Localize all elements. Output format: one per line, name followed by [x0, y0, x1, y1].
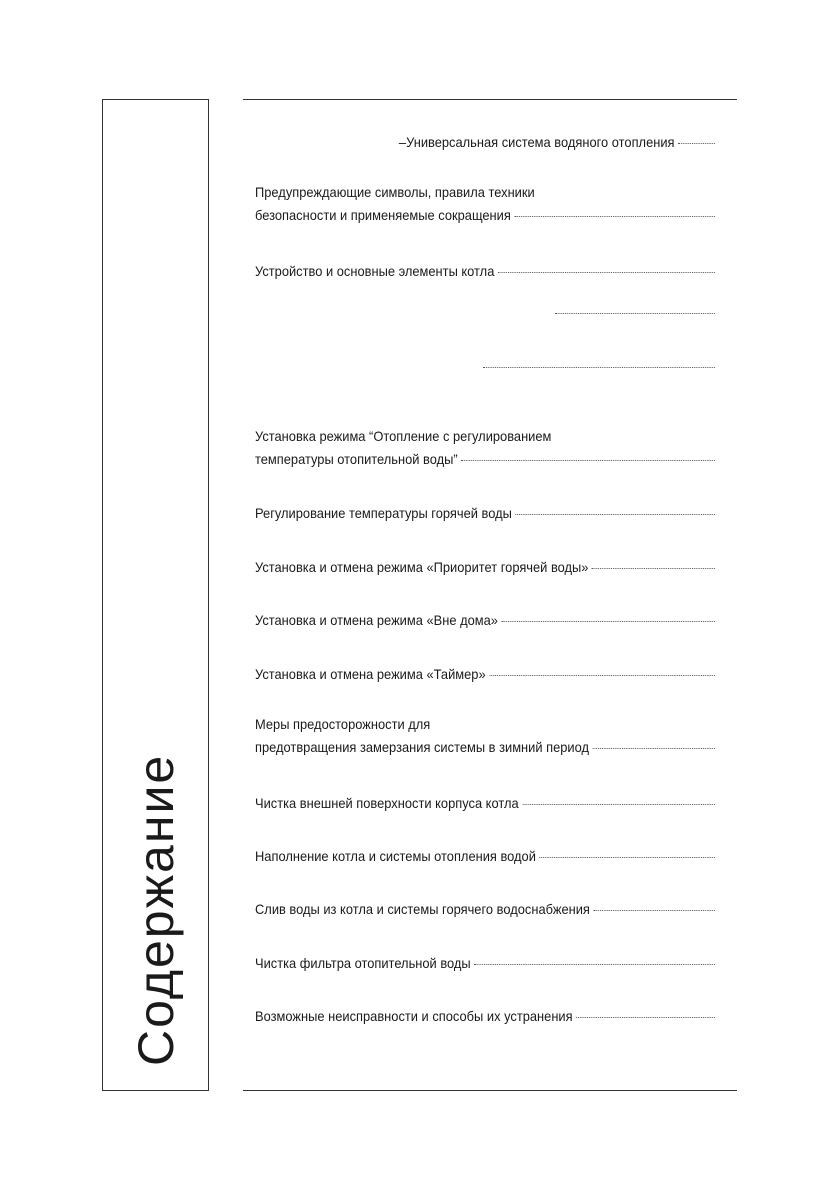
dot-leader [540, 857, 715, 858]
toc-entry[interactable] [255, 556, 715, 579]
toc-entry[interactable] [255, 792, 715, 815]
toc-entry-text: –Универсальная система водяного отопления [398, 134, 675, 150]
toc-entry[interactable] [255, 952, 715, 975]
toc-entry-text: Меры предосторожности для [255, 716, 431, 732]
toc-entry[interactable] [255, 713, 715, 759]
toc-entry-text: Регулирование температуры горячей воды [255, 505, 512, 521]
dot-leader [592, 568, 715, 569]
dot-leader [498, 272, 715, 273]
dot-leader [593, 748, 715, 749]
toc-entry-text: Предупреждающие символы, правила техники [255, 184, 535, 200]
toc-entry-text: Возможные неисправности и способы их устранения [255, 1008, 573, 1024]
dot-leader [502, 621, 715, 622]
toc-entry-text: Чистка внешней поверхности корпуса котла [255, 795, 519, 811]
toc-entry[interactable] [255, 260, 715, 283]
dot-leader [474, 964, 715, 965]
toc-entry-text: Слив воды из котла и системы горячего водоснабжения [255, 901, 590, 917]
toc-entry[interactable] [255, 845, 715, 868]
top-rule [243, 99, 737, 100]
toc-entry[interactable] [255, 609, 715, 632]
toc-entry-text: Установка и отмена режима «Вне дома» [255, 612, 498, 628]
toc-entry[interactable] [255, 370, 715, 371]
dot-leader [522, 804, 715, 805]
toc-entry[interactable] [255, 663, 715, 686]
dot-leader [555, 313, 715, 314]
dot-leader [483, 367, 715, 368]
page-title: Содержание [128, 753, 184, 1066]
toc-entry-text: Наполнение котла и системы отопления водой [255, 848, 536, 864]
toc-entry[interactable] [255, 316, 715, 317]
bottom-rule [243, 1090, 737, 1091]
toc-entry-text: безопасности и применяемые сокращения [255, 207, 511, 223]
toc-entry-text: Устройство и основные элементы котла [255, 263, 495, 279]
dot-leader [516, 514, 715, 515]
toc-entry[interactable] [255, 1005, 715, 1028]
toc-entry-text: предотвращения замерзания системы в зимний период [255, 739, 590, 755]
dot-leader [515, 216, 715, 217]
toc-entry-text: температуры отопительной воды” [255, 451, 458, 467]
toc-entry[interactable] [255, 131, 715, 154]
toc-entry-text: Установка режима “Отопление с регулированием [255, 428, 552, 444]
toc-entry[interactable] [255, 898, 715, 921]
toc-entry-text: Установка и отмена режима «Таймер» [255, 666, 486, 682]
dot-leader [489, 675, 715, 676]
toc-entry[interactable] [255, 502, 715, 525]
toc-entry[interactable] [255, 425, 715, 471]
dot-leader [594, 910, 715, 911]
dot-leader [461, 460, 715, 461]
toc-entry[interactable] [255, 181, 715, 227]
toc-entry-text: Чистка фильтра отопительной воды [255, 955, 471, 971]
toc-entry-text: Установка и отмена режима «Приоритет горячей воды» [255, 559, 589, 575]
dot-leader [576, 1017, 715, 1018]
dot-leader [678, 143, 715, 144]
